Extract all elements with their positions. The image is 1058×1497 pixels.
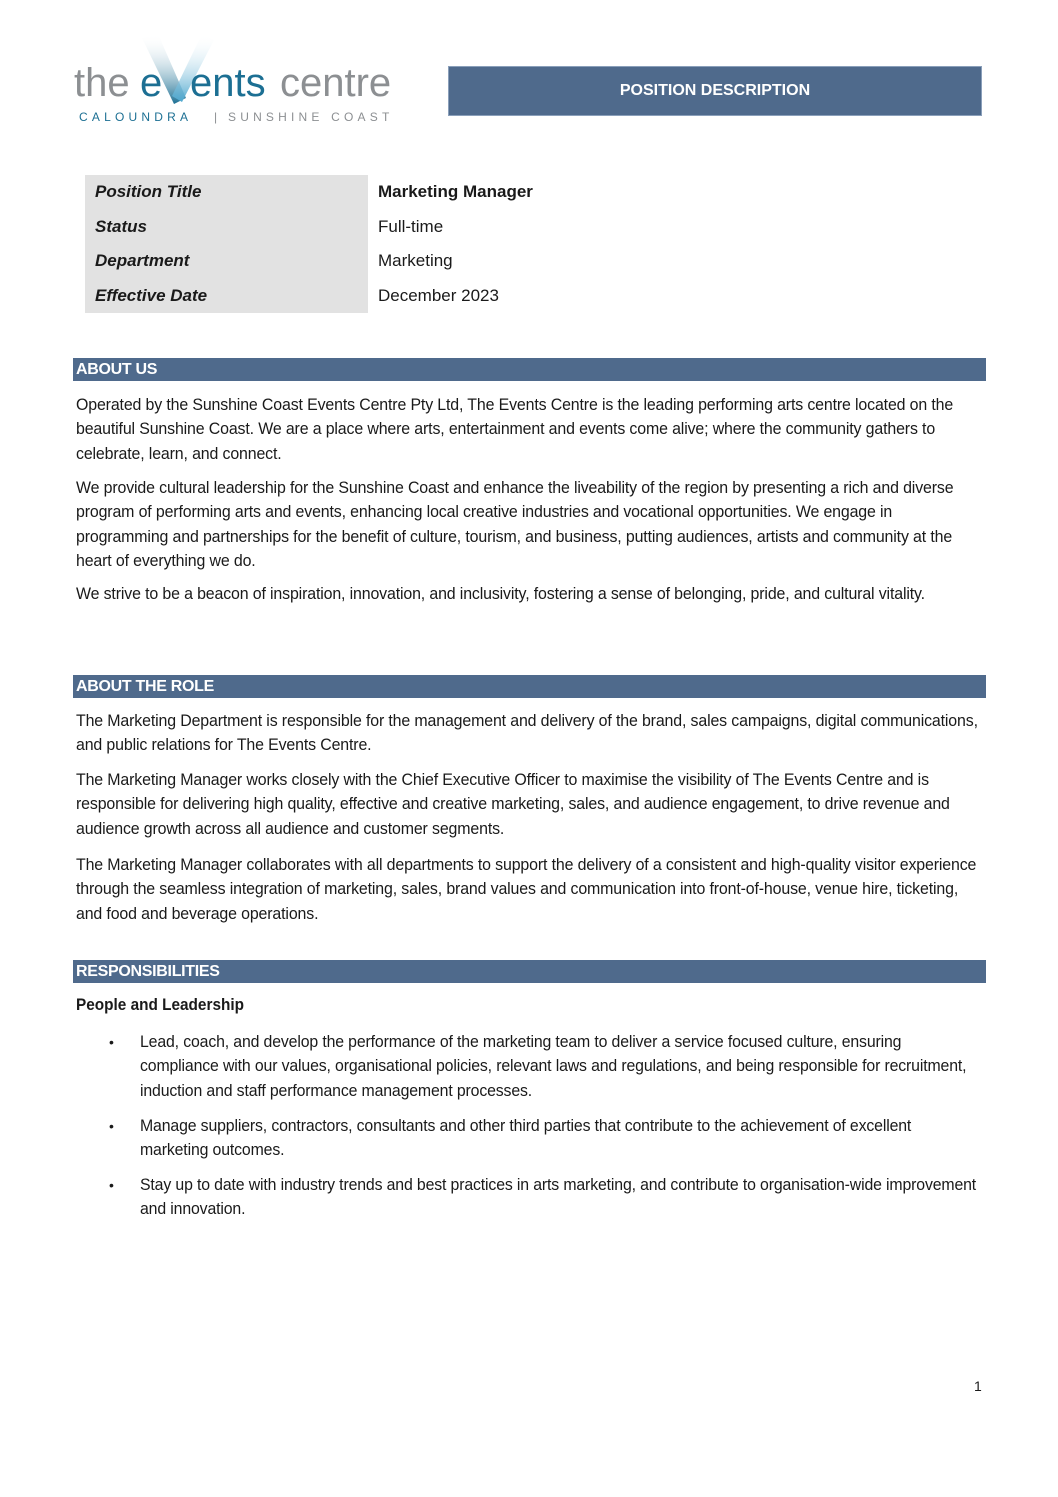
logo-text-e: e <box>140 61 163 105</box>
about-role-paragraph: The Marketing Department is responsible for the management and delivery of the brand, sales campaigns, digital communications, and public relations for The Events Centre. <box>76 711 978 755</box>
info-value: Full-time <box>378 216 444 236</box>
info-label: Position Title <box>85 175 368 210</box>
position-info-table <box>85 175 533 313</box>
logo-tagline-right: SUNSHINE COAST <box>228 110 394 124</box>
list-item-text: Manage suppliers, contractors, consultants and other third parties that contribute to the achievement of excellent marketing outcomes. <box>140 1116 912 1160</box>
info-value: Marketing <box>378 251 453 271</box>
info-label: Department <box>85 244 368 279</box>
events-centre-logo <box>74 28 414 128</box>
list-item <box>105 1114 985 1163</box>
info-value: December 2023 <box>378 285 499 305</box>
info-value: Marketing Manager <box>378 182 533 202</box>
info-row-position-title <box>85 175 533 210</box>
logo-tagline-left: CALOUNDRA <box>79 110 193 124</box>
section-heading-about-us: ABOUT US <box>73 358 986 381</box>
bullet-icon: • <box>109 1177 114 1193</box>
info-row-status <box>85 210 533 245</box>
document-type-header <box>448 66 982 116</box>
about-us-paragraph: We provide cultural leadership for the Sunshine Coast and enhance the liveability of the region by presenting a rich and diverse program of performing arts and events, enhancing local creative industries and vocational opportunities. We engage in programming and partnerships for the benefit of culture, tourism, and business, putting audiences, artists and community at the heart of everything we do. <box>76 478 954 570</box>
list-item <box>105 1173 985 1222</box>
section-heading-responsibilities: RESPONSIBILITIES <box>73 960 986 983</box>
responsibilities-list <box>105 1030 985 1103</box>
about-role-paragraph: The Marketing Manager works closely with the Chief Executive Officer to maximise the visibility of The Events Centre and is responsible for delivering high quality, effective and creative marketing, sales, and audience engagement, to drive revenue and audience growth across all audience and customer segments. <box>76 770 950 838</box>
info-row-effective-date <box>85 279 533 314</box>
about-us-paragraph: We strive to be a beacon of inspiration, innovation, and inclusivity, fostering a sense of belonging, pride, and cultural vitality. <box>76 584 925 603</box>
page-number: 1 <box>974 1378 982 1394</box>
logo-text-centre: centre <box>280 61 392 105</box>
logo-text-the: the <box>74 61 130 105</box>
bullet-icon: • <box>109 1118 114 1134</box>
info-label: Status <box>85 210 368 245</box>
list-item-text: Lead, coach, and develop the performance of the marketing team to deliver a service focused culture, ensuring compliance with our values, organisational policies, relevant laws and regulations, and being responsible for recruitment, induction and staff performance management processes. <box>140 1032 967 1100</box>
document-type-title: POSITION DESCRIPTION <box>619 82 811 99</box>
responsibilities-subheading: People and Leadership <box>76 996 244 1014</box>
section-heading-about-the-role: ABOUT THE ROLE <box>73 675 986 698</box>
bullet-icon: • <box>109 1034 114 1050</box>
responsibilities-list <box>105 1173 985 1222</box>
list-item <box>105 1030 985 1103</box>
about-us-paragraph: Operated by the Sunshine Coast Events Centre Pty Ltd, The Events Centre is the leading performing arts centre located on the beautiful Sunshine Coast. We are a place where arts, entertainment and events come alive; where the community gathers to celebrate, learn, and connect. <box>76 395 954 463</box>
logo-graphic <box>74 28 414 128</box>
info-row-department <box>85 244 533 279</box>
info-label: Effective Date <box>85 279 368 314</box>
logo-text-ents: ents <box>190 61 266 105</box>
about-role-paragraph: The Marketing Manager collaborates with all departments to support the delivery of a consistent and high-quality visitor experience through the seamless integration of marketing, sales, brand values and communication into front-of-house, venue hire, ticketing, and food and beverage operations. <box>76 855 977 923</box>
list-item-text: Stay up to date with industry trends and best practices in arts marketing, and contribute to organisation-wide improvement and innovation. <box>140 1175 977 1219</box>
logo-tagline-divider: | <box>214 110 218 124</box>
responsibilities-list <box>105 1114 985 1163</box>
